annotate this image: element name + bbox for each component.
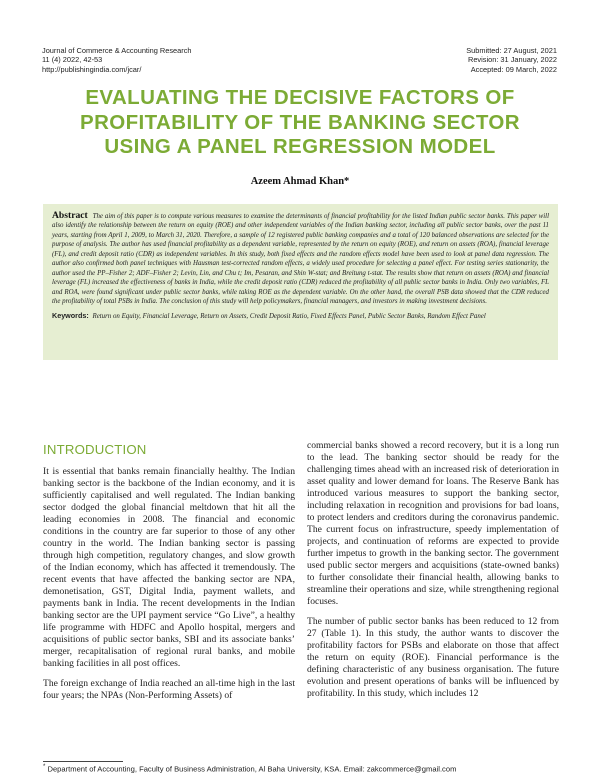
right-column <box>307 440 559 708</box>
paper-title <box>30 86 570 160</box>
paragraph: It is essential that banks remain financially healthy. The Indian banking sector is the backbone of the Indian economy, and it is sufficiently capitalised and well regulated. The Indian banking sector dodged the global financial meltdown that hit all the leading economies in 2008. The financial and economic conditions in the country are far superior to those of any other country in the world. The Indian banking sector is passing through high competition, regulatory changes, and slow growth of the Indian economy, which has affected it tremendously. The recent events that have affected the banking sector are NPA, demonetisation, GST, Digital India, payment wallets, and payments bank in India. The recent developments in the Indian banking sector are the UPI payment service “Go Live”, a healthy life programme with HDFC and Apollo hospital, mergers and acquisitions of public sector banks, SBI and its associate banks’ merger, recapitalisation of regional rural banks, and mobile banking facilities in all post offices. <box>43 466 295 669</box>
journal-url[interactable]: http://publishingindia.com/jcar/ <box>42 64 142 74</box>
introduction-heading: INTRODUCTION <box>43 442 147 457</box>
keywords <box>52 311 549 321</box>
title-line: PROFITABILITY OF THE BANKING SECTOR <box>80 110 520 134</box>
footnote <box>43 764 456 774</box>
journal-name: Journal of Commerce & Accounting Research <box>42 46 192 55</box>
journal-info <box>42 46 192 74</box>
title-line: USING A PANEL REGRESSION MODEL <box>104 135 496 158</box>
paragraph: commercial banks showed a record recovery, but it is a long run to the lead. The banking sector should be ready for the challenging times ahead with an increased risk of deterioration in asset quality and lower demand for loans. The Reserve Bank has introduced various measures to support the banking sector, including relaxation in recognition and provisions for bad loans, to protect lenders and creditors during the coronavirus pandemic. The current focus on infrastructure, speedy implementation of projects, and continuation of reforms are expected to provide further impetus to growth in the banking sector. The government used public sector mergers and acquisitions (state-owned banks) to further consolidate their financial health, allowing banks to streamline their operations and size, while strengthening regional focuses. <box>307 440 559 607</box>
footnote-text: Department of Accounting, Faculty of Business Administration, Al Baha University, KSA. Email: zakcommerce@gmail.com <box>47 764 457 774</box>
left-column <box>43 466 295 710</box>
paragraph: The number of public sector banks has been reduced to 12 from 27 (Table 1). In this study, the author wants to discover the profitability factors for PSBs and elaborate on those that affect the return on equity (ROE). Financial performance is the defining characteristic of any business organisation. The future evolution and present operations of banks will be influenced by profitability. In this study, which includes 12 <box>307 616 559 699</box>
footnote-divider <box>43 761 123 762</box>
footnote-marker: * <box>43 764 46 770</box>
abstract-body <box>52 211 549 307</box>
journal-volume: 11 (4) 2022, 42-53 <box>42 55 103 65</box>
title-line: EVALUATING THE DECISIVE FACTORS OF <box>85 86 515 109</box>
accepted-date: Accepted: 09 March, 2022 <box>470 64 557 74</box>
abstract-text: The aim of this paper is to compute various measures to examine the determinants of financial profitability for the listed Indian public sector banks. This paper will also identify the relationship between the return on equity (ROE) and other independent variables of the Indian banking sector, including all public sector banks, over the past 11 years, starting from April 1, 2009, to March 31, 2020. Therefore, a sample of 12 registered public banking companies and a total of 120 balanced observations are selected for the purpose of analysis. The author has used financial profitability as a dependent variable, represented by the return on equity (ROE), and return on assets (ROA), financial leverage (FL), and credit deposit ratio (CDR) as independent variables. In this study, both fixed effects and the random effects model have been used to look at panel data regression. The author also confirmed both panel techniques with Hausman test-corrected random effects, a widely used procedure for selecting a panel effect. For testing series stationarity, the author used the PP–Fisher 2; ADF–Fisher 2; Levin, Lin, and Chu t; Im, Pesaran, and Shin W-stat; and Breitung t-stat. The results show that return on assets (ROA) and financial leverage (FL) increased the effectiveness of banks in India, while the credit deposit ratio (CDR) reduced the profitability of all public sector banks in India. Only two variables, FL and ROA, were found significant under public sector banks, while taking ROE as the dependent variable. On the other hand, the overall PSB data showed that the CDR reduced the profitability of total PSBs in India. The conclusion of this study will help policymakers, financial managers, and investors in making investment decisions. <box>52 213 549 306</box>
keywords-text: Return on Equity, Financial Leverage, Return on Assets, Credit Deposit Ratio, Fixed Effects Panel, Public Sector Banks, Random Effect Panel <box>92 312 486 320</box>
paragraph: The foreign exchange of India reached an all-time high in the last four years; the NPAs (Non-Performing Assets) of <box>43 678 295 701</box>
submitted-date: Submitted: 27 August, 2021 <box>466 46 557 55</box>
revision-date: Revision: 31 January, 2022 <box>467 55 557 65</box>
submission-dates <box>466 46 557 74</box>
keywords-label: Keywords: <box>52 310 89 320</box>
abstract-box <box>43 204 558 360</box>
abstract-label: Abstract <box>52 210 88 221</box>
author-name: Azeem Ahmad Khan* <box>250 176 350 187</box>
